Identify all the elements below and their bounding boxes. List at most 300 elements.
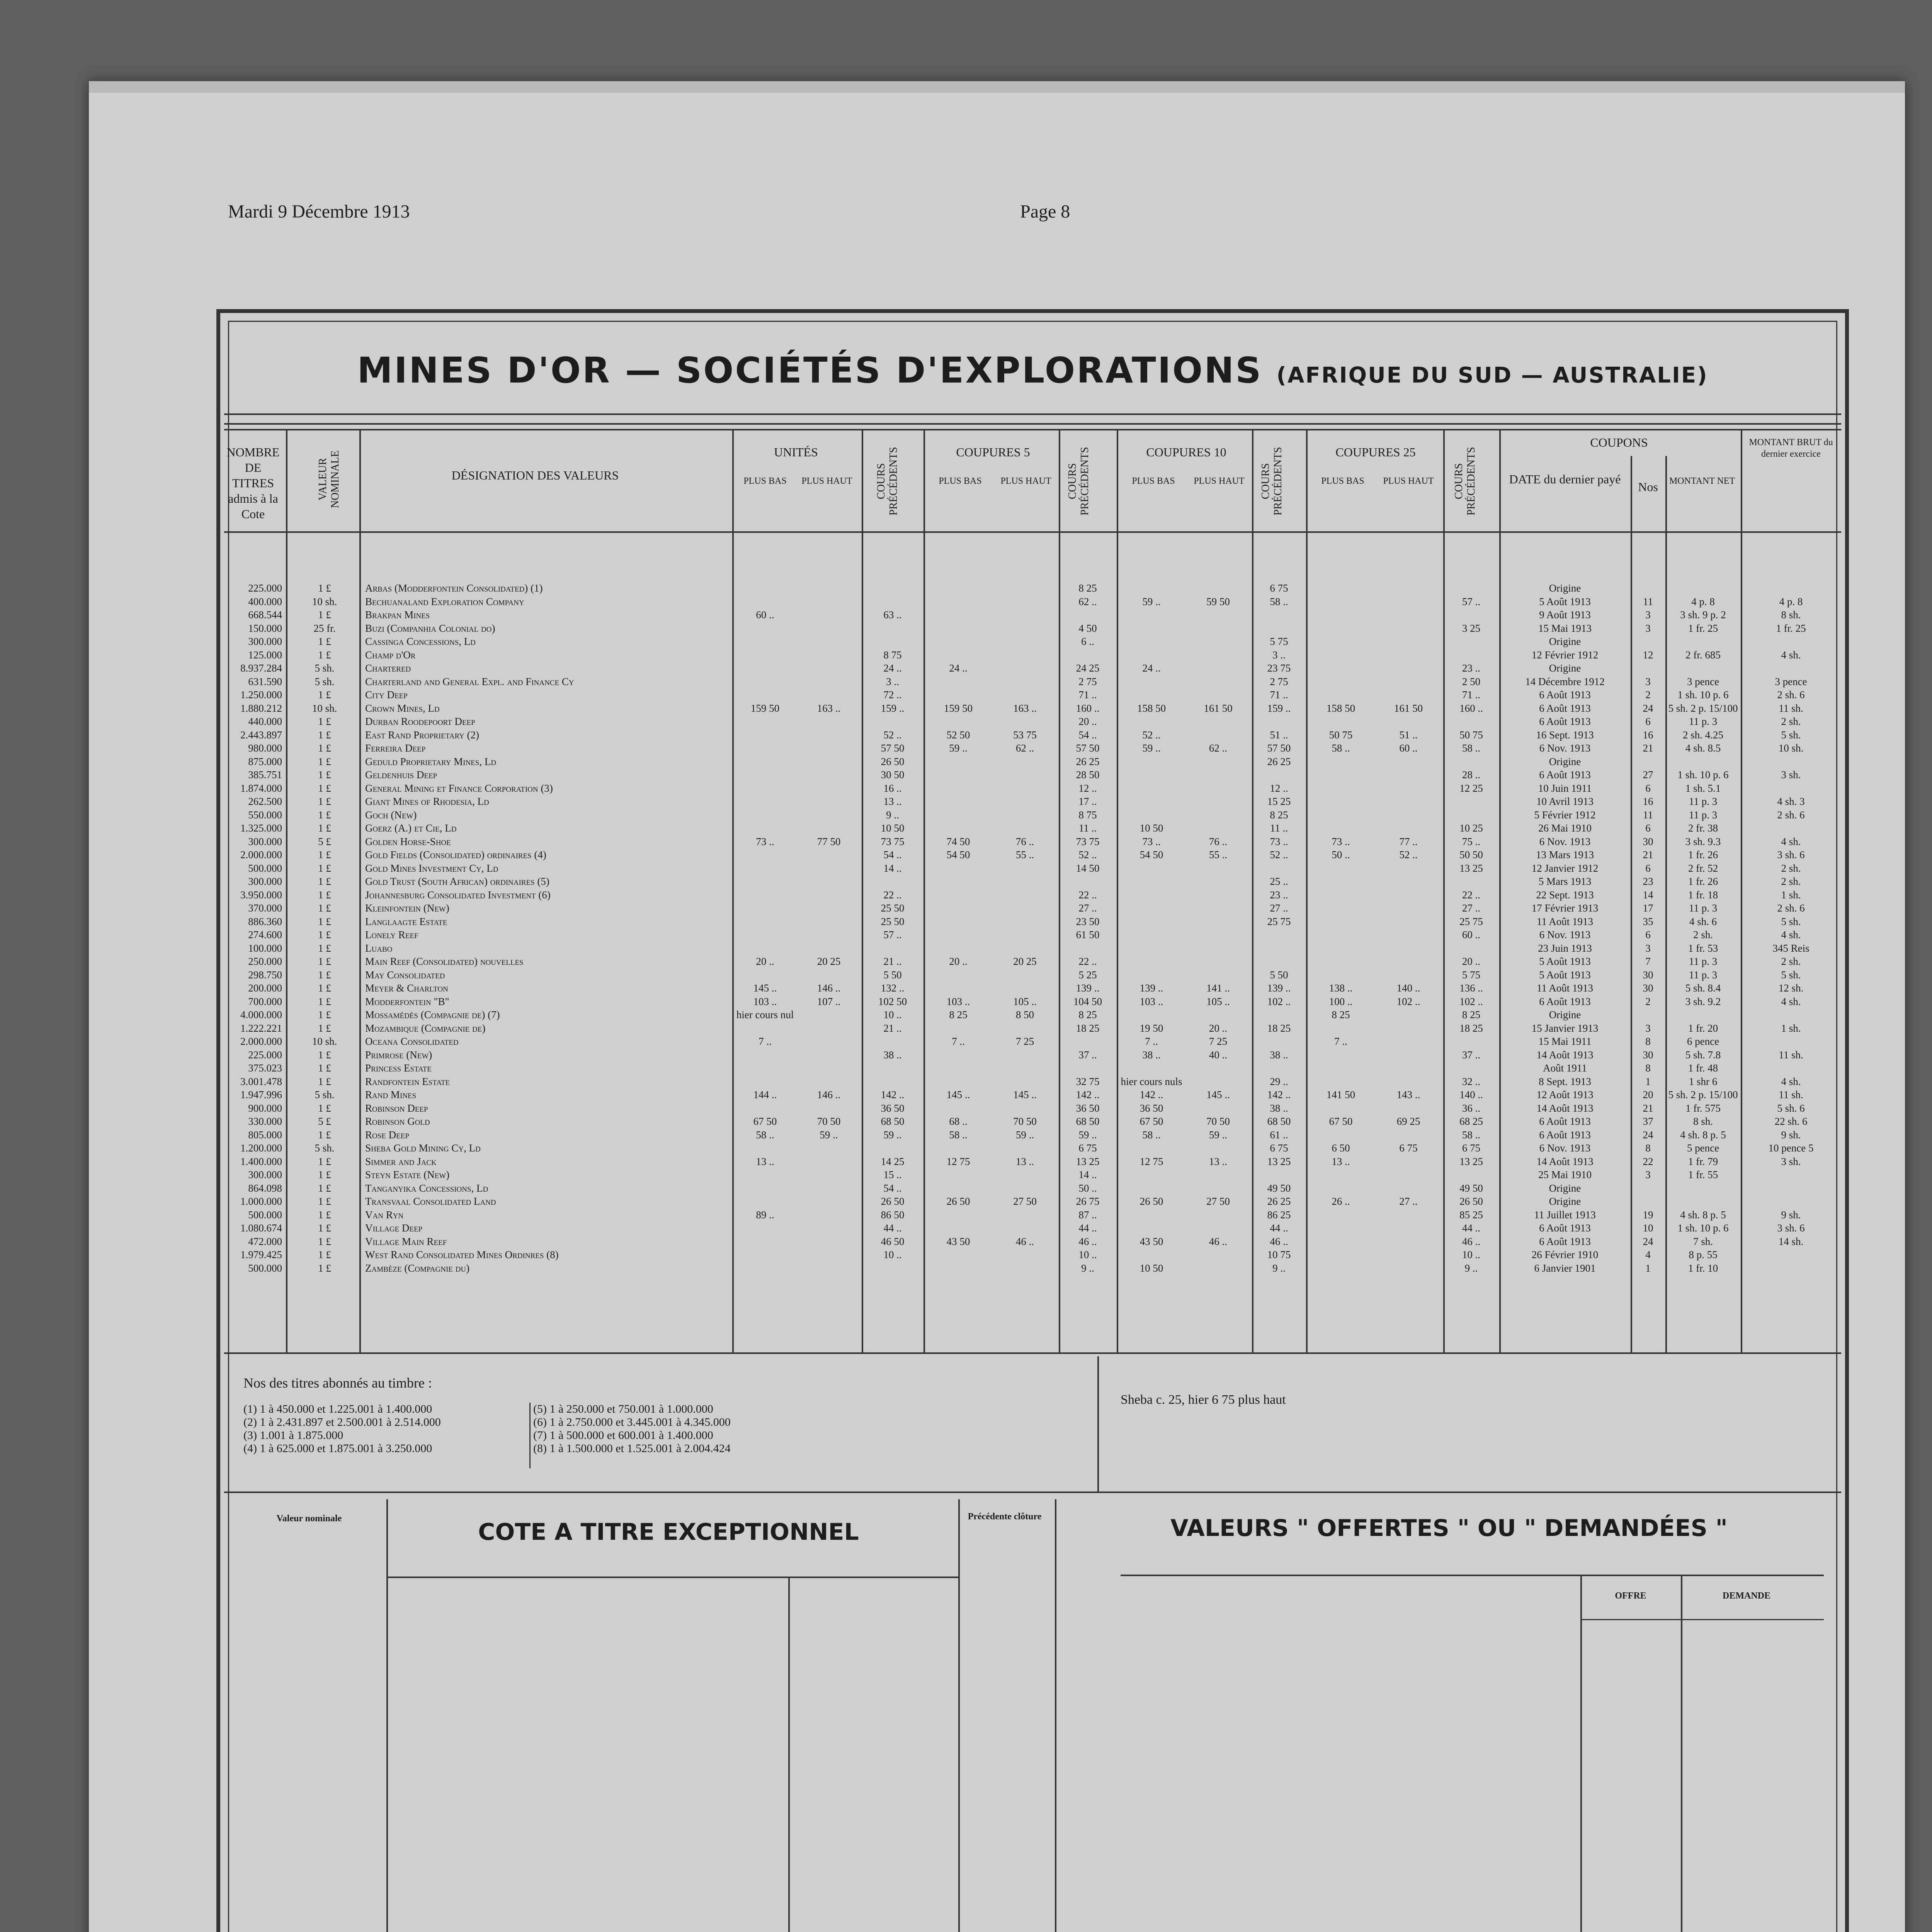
cell-brut: 1 sh. [1781,1022,1801,1034]
cell-c10-p: 52 .. [1270,849,1288,861]
cell-no: 14 [1643,889,1653,901]
cell-v: 1 £ [318,929,331,940]
cell-c5-hi: 70 50 [1013,1116,1037,1127]
cell-brut: 2 sh. [1781,862,1801,874]
cell-date: 6 Nov. 1913 [1539,1142,1591,1154]
cell-c5-lo: 43 50 [946,1235,970,1247]
cell-brut: 2 sh. 6 [1777,902,1805,914]
vrule-4 [862,429,863,1352]
cell-c10-p: 61 .. [1270,1129,1288,1141]
cell-d: General Mining et Finance Corporation (3) [365,782,553,794]
cell-net: 11 p. 3 [1689,969,1718,981]
cell-d: Zambèze (Compagnie du) [365,1262,470,1274]
cell-c25-lo: 13 .. [1332,1155,1350,1167]
cell-no: 3 [1645,1022,1651,1034]
cell-d: Chartered [365,662,411,674]
cell-n: 4.000.000 [240,1009,282,1020]
cell-n: 100.000 [248,942,282,954]
cell-u-p: 5 50 [883,969,902,981]
cell-c10-p: 102 .. [1267,995,1291,1007]
cell-c5-p: 22 .. [1078,889,1097,901]
cell-n: 668.544 [248,609,282,621]
cell-c25-p: 71 .. [1462,689,1481,701]
cell-no: 23 [1643,876,1653,887]
cell-u-hi: 107 .. [817,995,841,1007]
th-c10-haut: PLUS HAUT [1194,476,1245,486]
cell-v: 1 £ [318,915,331,927]
cell-no: 3 [1645,1169,1651,1180]
cell-date: 15 Mai 1913 [1538,622,1592,634]
cell-c25-p: 22 .. [1462,889,1481,901]
cell-brut: 12 sh. [1778,982,1804,994]
cell-n: 864.098 [248,1182,282,1194]
cell-c10-p: 6 75 [1270,1142,1288,1154]
cell-c10-p: 139 .. [1267,982,1291,994]
cell-c10-p: 49 50 [1267,1182,1291,1194]
cell-net: 3 sh. 9.2 [1685,995,1721,1007]
cell-net: 1 fr. 10 [1688,1262,1718,1274]
timbre-line: (7) 1 à 500.000 et 600.001 à 1.400.000 [533,1429,713,1442]
cell-c5-p: 61 50 [1076,929,1100,940]
th-c10-bas: PLUS BAS [1132,476,1175,486]
cell-c10-lo: 12 75 [1139,1155,1163,1167]
cell-v: 1 £ [318,862,331,874]
cell-c5-p: 139 .. [1076,982,1100,994]
timbre-line: (2) 1 à 2.431.897 et 2.500.001 à 2.514.000 [243,1416,441,1429]
cell-net: 3 pence [1687,675,1719,687]
cell-date: 6 Août 1913 [1539,702,1591,714]
cell-u-p: 13 .. [883,796,902,807]
cell-c5-p: 14 .. [1078,1169,1097,1180]
cell-c10-lo: 43 50 [1139,1235,1163,1247]
cell-brut: 2 sh. 6 [1777,689,1805,701]
cell-c5-hi: 145 .. [1013,1089,1037,1100]
cell-date: 16 Sept. 1913 [1536,729,1594,741]
cell-net: 11 p. 3 [1689,956,1718,967]
cell-c5-lo: 54 50 [946,849,970,861]
cell-c10-p: 159 .. [1267,702,1291,714]
cell-n: 200.000 [248,982,282,994]
running-date: Mardi 9 Décembre 1913 [228,201,410,222]
cell-c25-p: 12 25 [1459,782,1483,794]
cell-c25-p: 6 75 [1462,1142,1481,1154]
cell-d: Kleinfontein (New) [365,902,449,914]
cell-brut: 9 sh. [1781,1209,1801,1221]
cell-v: 1 £ [318,1009,331,1020]
cell-no: 8 [1645,1142,1651,1154]
cell-date: 14 Août 1913 [1536,1102,1594,1114]
cell-c25-p: 20 .. [1462,956,1481,967]
cell-c5-p: 27 .. [1078,902,1097,914]
cell-v: 1 £ [318,1129,331,1141]
cell-n: 1.979.425 [240,1249,282,1260]
cell-v: 1 £ [318,1062,331,1074]
cell-c10-p: 71 .. [1270,689,1288,701]
cell-c10-p: 38 .. [1270,1049,1288,1061]
cell-brut: 5 sh. 6 [1777,1102,1805,1114]
cell-c5-lo: 8 25 [949,1009,968,1020]
cell-c25-p: 36 .. [1462,1102,1481,1114]
cell-net: 1 sh. 10 p. 6 [1677,689,1729,701]
cell-no: 6 [1645,782,1651,794]
cell-c5-p: 87 .. [1078,1209,1097,1221]
cell-c10-lo: 19 50 [1139,1022,1163,1034]
cell-c5-lo: 68 .. [949,1116,968,1127]
table-bottom-rule [224,1352,1841,1354]
cell-d: Geldenhuis Deep [365,769,437,781]
cell-d: Village Deep [365,1222,423,1234]
cell-u-p: 57 50 [881,742,905,754]
cell-v: 1 £ [318,582,331,594]
cell-c5-p: 23 50 [1076,915,1100,927]
cell-net: 2 fr. 38 [1688,822,1718,834]
cell-c25-p: 2 50 [1462,675,1481,687]
cell-v: 1 £ [318,942,331,954]
cell-c25-lo: 158 50 [1326,702,1355,714]
cell-d: Langlaagte Estate [365,915,447,927]
cell-c10-p: 10 75 [1267,1249,1291,1260]
cell-v: 10 sh. [312,702,337,714]
offre-vrule [1580,1575,1582,1932]
cell-brut: 4 sh. [1781,1075,1801,1087]
cell-c5-hi: 163 .. [1013,702,1037,714]
th-cours-prec-2: COURS PRÉCÉDENTS [1066,447,1091,515]
cell-c10-lo: 158 50 [1137,702,1166,714]
cell-c10-lo: 59 .. [1142,742,1161,754]
cell-date: 5 Mars 1913 [1538,876,1592,887]
cell-d: Sheba Gold Mining Cy, Ld [365,1142,481,1154]
cell-c5-lo: 159 50 [944,702,973,714]
cell-c5-hi: 13 .. [1015,1155,1034,1167]
cell-c5-lo: 59 .. [949,742,968,754]
cell-n: 125.000 [248,649,282,661]
cell-c5-p: 36 50 [1076,1102,1100,1114]
cell-c10-p: 18 25 [1267,1022,1291,1034]
cell-c10-lo: 24 .. [1142,662,1161,674]
cell-n: 1.000.000 [240,1196,282,1207]
cell-date: 14 Août 1913 [1536,1049,1594,1061]
cell-date: 14 Décembre 1912 [1525,675,1605,687]
cell-v: 1 £ [318,1049,331,1061]
cell-date: 6 Août 1913 [1539,1129,1591,1141]
cell-v: 1 £ [318,1075,331,1087]
cell-c5-p: 8 25 [1078,582,1097,594]
cell-c10-lo: 67 50 [1139,1116,1163,1127]
cell-net: 1 fr. 25 [1688,622,1718,634]
cell-u-p: 14 25 [881,1155,905,1167]
exc-valeur: Valeur nominale [276,1514,342,1524]
cell-net: 8 p. 55 [1689,1249,1718,1260]
cell-c5-p: 26 75 [1076,1196,1100,1207]
cell-no: 6 [1645,822,1651,834]
cell-no: 3 [1645,942,1651,954]
cell-c5-lo: 52 50 [946,729,970,741]
cell-c5-hi: 105 .. [1013,995,1037,1007]
cell-c25-hi: 77 .. [1399,835,1418,847]
cell-no: 7 [1645,956,1651,967]
cell-d: May Consolidated [365,969,445,981]
cell-v: 1 £ [318,636,331,647]
cell-date: 17 Février 1913 [1531,902,1599,914]
cell-u-p: 159 .. [881,702,905,714]
cell-n: 875.000 [248,755,282,767]
cell-brut: 9 sh. [1781,1129,1801,1141]
cell-brut: 8 sh. [1781,609,1801,621]
cell-no: 19 [1643,1209,1653,1221]
cell-n: 2.000.000 [240,1036,282,1047]
cell-u-lo: 144 .. [753,1089,777,1100]
cell-net: 11 p. 3 [1689,796,1718,807]
cell-v: 1 £ [318,902,331,914]
cell-c5-p: 2 75 [1078,675,1097,687]
cell-date: 12 Février 1912 [1531,649,1599,661]
cell-c10-hi: 105 .. [1206,995,1230,1007]
cell-u-p: 8 75 [883,649,902,661]
cell-v: 10 sh. [312,595,337,607]
cell-u-p: 102 50 [878,995,907,1007]
cell-date: 11 Août 1913 [1536,982,1593,994]
cell-c5-hi: 76 .. [1015,835,1034,847]
cell-u-p: 86 50 [881,1209,905,1221]
cell-d: Gold Fields (Consolidated) ordinaires (4) [365,849,546,861]
cell-c5-p: 54 .. [1078,729,1097,741]
cell-d: City Deep [365,689,408,701]
cell-brut: 11 sh. [1779,1089,1803,1100]
cell-c10-hi: 141 .. [1206,982,1230,994]
cell-net: 2 fr. 52 [1688,862,1718,874]
cell-date: 10 Juin 1911 [1538,782,1592,794]
cell-d: Modderfontein "B" [365,995,449,1007]
cell-c10-hi: 13 .. [1209,1155,1228,1167]
timbre-line: (8) 1 à 1.500.000 et 1.525.001 à 2.004.424 [533,1442,731,1455]
cell-n: 250.000 [248,956,282,967]
cell-c10-hi: 62 .. [1209,742,1228,754]
cell-d: Crown Mines, Ld [365,702,440,714]
offre-header-rule [1580,1619,1824,1620]
cell-brut: 2 sh. 6 [1777,809,1805,821]
vrule-14 [1741,429,1742,1352]
cell-d: Johannesburg Consolidated Investment (6) [365,889,551,901]
cell-n: 3.950.000 [240,889,282,901]
timbre-list-2 [533,1403,731,1455]
cell-brut: 4 sh. [1781,995,1801,1007]
cell-no: 22 [1643,1155,1653,1167]
cell-c10-p: 8 25 [1270,809,1288,821]
cell-c5-p: 18 25 [1076,1022,1100,1034]
cell-u-p: 26 50 [881,755,905,767]
cell-u-p: 25 50 [881,915,905,927]
cell-c25-hi: 51 .. [1399,729,1418,741]
cell-d: Giant Mines of Rhodesia, Ld [365,796,489,807]
cell-v: 1 £ [318,716,331,727]
cell-c5-p: 46 .. [1078,1235,1097,1247]
cell-d: Goerz (A.) et Cie, Ld [365,822,457,834]
table-top-rule [224,429,1841,430]
cell-d: Durban Roodepoort Deep [365,716,475,727]
cell-c5-lo: 24 .. [949,662,968,674]
cell-u-lo: 145 .. [753,982,777,994]
title-rule-2 [224,423,1841,425]
vrule-10 [1443,429,1445,1352]
cell-c10-p: 6 75 [1270,582,1288,594]
cell-c25-p: 136 .. [1459,982,1483,994]
cell-u-hi: 70 50 [817,1116,841,1127]
cell-net: 5 sh. 8.4 [1685,982,1721,994]
th-coupures-25: COUPURES 25 [1335,445,1416,459]
cell-date: Origine [1549,1196,1581,1207]
cell-v: 5 £ [318,1116,331,1127]
cell-u-p: 38 .. [883,1049,902,1061]
cell-n: 385.751 [248,769,282,781]
cell-u-p: 22 .. [883,889,902,901]
cell-c5-p: 142 .. [1076,1089,1100,1100]
cell-d: Goch (New) [365,809,417,821]
cell-d: Gold Trust (South African) ordinaires (5) [365,876,549,887]
th-cours-prec-4: COURS PRÉCÉDENTS [1453,447,1477,515]
cell-date: 5 Août 1913 [1539,956,1591,967]
cell-net: 2 sh. 4.25 [1682,729,1723,741]
cell-u-lo: 60 .. [756,609,774,621]
cell-c25-p: 37 .. [1462,1049,1481,1061]
cell-c5-p: 17 .. [1078,796,1097,807]
cell-c25-p: 140 .. [1459,1089,1483,1100]
cell-date: 15 Mai 1911 [1538,1036,1592,1047]
cell-no: 6 [1645,862,1651,874]
cell-d: Golden Horse-Shoe [365,835,451,847]
cell-n: 980.000 [248,742,282,754]
cell-c10-p: 23 .. [1270,889,1288,901]
offertes-rule [1121,1575,1824,1576]
cell-n: 886.360 [248,915,282,927]
cell-c10-p: 26 25 [1267,1196,1291,1207]
vrule-8 [1252,429,1253,1352]
cell-v: 1 £ [318,822,331,834]
cell-date: 5 Août 1913 [1539,969,1591,981]
th-montant-net: MONTANT NET [1669,476,1735,486]
cell-d: Rose Deep [365,1129,409,1141]
cell-c10-p: 3 .. [1272,649,1286,661]
cell-n: 1.880.212 [240,702,282,714]
cell-u-hi: 59 .. [820,1129,838,1141]
cell-n: 805.000 [248,1129,282,1141]
cell-net: 1 fr. 55 [1688,1169,1718,1180]
cell-c25-p: 5 75 [1462,969,1481,981]
cell-c5-hi: 55 .. [1015,849,1034,861]
cell-date: 6 Janvier 1901 [1534,1262,1596,1274]
cell-c10-lo: 103 .. [1139,995,1163,1007]
cell-c5-p: 160 .. [1076,702,1100,714]
cell-n: 1.250.000 [240,689,282,701]
cell-u-p: 132 .. [881,982,905,994]
cell-no: 6 [1645,716,1651,727]
th-unites-bas: PLUS BAS [743,476,787,486]
cell-c25-hi: 52 .. [1399,849,1418,861]
cell-c25-lo: 6 50 [1332,1142,1350,1154]
cell-c10-p: 73 .. [1270,835,1288,847]
timbre-divider [529,1403,531,1468]
timbre-title: Nos des titres abonnés au timbre : [243,1375,432,1391]
cell-brut: 3 sh. [1781,769,1801,781]
th-c25-haut: PLUS HAUT [1383,476,1434,486]
th-coupures-10: COUPURES 10 [1146,445,1226,459]
cell-n: 1.222.221 [240,1022,282,1034]
cell-no: 30 [1643,835,1653,847]
cell-brut: 3 sh. 6 [1777,1222,1805,1234]
cell-v: 1 £ [318,689,331,701]
th-c25-bas: PLUS BAS [1321,476,1364,486]
cell-u-p: 9 .. [886,809,899,821]
cell-brut: 4 sh. 3 [1777,796,1805,807]
cell-u-p: 21 .. [883,1022,902,1034]
cell-net: 7 sh. [1693,1235,1713,1247]
exc-header-rule [386,1577,960,1578]
th-valeur: VALEUR NOMINALE [317,450,341,508]
cell-no: 30 [1643,982,1653,994]
cell-c10-p: 51 .. [1270,729,1288,741]
th-cours-prec-1: COURS PRÉCÉDENTS [875,447,900,515]
cell-c10-hi: 27 50 [1206,1196,1230,1207]
cell-v: 1 £ [318,995,331,1007]
cell-n: 300.000 [248,1169,282,1180]
cell-no: 2 [1645,689,1651,701]
cell-brut: 4 sh. [1781,929,1801,940]
cell-c10-p: 15 25 [1267,796,1291,807]
cell-n: 2.000.000 [240,849,282,861]
cell-c5-hi: 53 75 [1013,729,1037,741]
cell-u-p: 10 50 [881,822,905,834]
vrule-7 [1117,429,1118,1352]
cell-no: 3 [1645,675,1651,687]
cell-u-lo: 103 .. [753,995,777,1007]
cell-c10-hi: 20 .. [1209,1022,1228,1034]
th-c5-bas: PLUS BAS [939,476,982,486]
th-coupures-5: COUPURES 5 [956,445,1030,459]
cell-c5-p: 104 50 [1073,995,1102,1007]
th-nombre: NOMBRE DE TITRES admis à la Cote [226,445,280,521]
cell-net: 3 sh. 9 p. 2 [1680,609,1726,621]
cell-u-p: 142 .. [881,1089,905,1100]
cell-no: 37 [1643,1116,1653,1127]
demande-header: DEMANDE [1723,1591,1770,1601]
cell-d: Princess Estate [365,1062,432,1074]
cell-date: 26 Février 1910 [1531,1249,1599,1260]
cell-u-p: 10 .. [883,1249,902,1260]
timbre-line: (5) 1 à 250.000 et 750.001 à 1.000.000 [533,1403,713,1415]
cell-brut: 10 pence 5 [1768,1142,1814,1154]
cell-c25-p: 50 75 [1459,729,1483,741]
cell-c25-p: 58 .. [1462,742,1481,754]
cell-c10-lo: 26 50 [1139,1196,1163,1207]
cell-u-p: 63 .. [883,609,902,621]
cell-n: 298.750 [248,969,282,981]
cell-c25-hi: 6 75 [1399,1142,1418,1154]
cell-c25-p: 3 25 [1462,622,1481,634]
th-designation: DÉSIGNATION DES VALEURS [451,468,619,482]
th-unites: UNITÉS [774,445,818,459]
cell-v: 1 £ [318,1222,331,1234]
cell-c5-p: 50 .. [1078,1182,1097,1194]
cell-n: 1.400.000 [240,1155,282,1167]
cell-brut: 4 sh. [1781,835,1801,847]
cell-c10-p: 58 .. [1270,595,1288,607]
cell-c5-lo: 103 .. [946,995,970,1007]
th-c5-haut: PLUS HAUT [1000,476,1051,486]
cell-c5-lo: 26 50 [946,1196,970,1207]
cell-d: Robinson Deep [365,1102,428,1114]
cell-c10-p: 5 50 [1270,969,1288,981]
cell-u-p: 72 .. [883,689,902,701]
cell-date: 6 Août 1913 [1539,1235,1591,1247]
